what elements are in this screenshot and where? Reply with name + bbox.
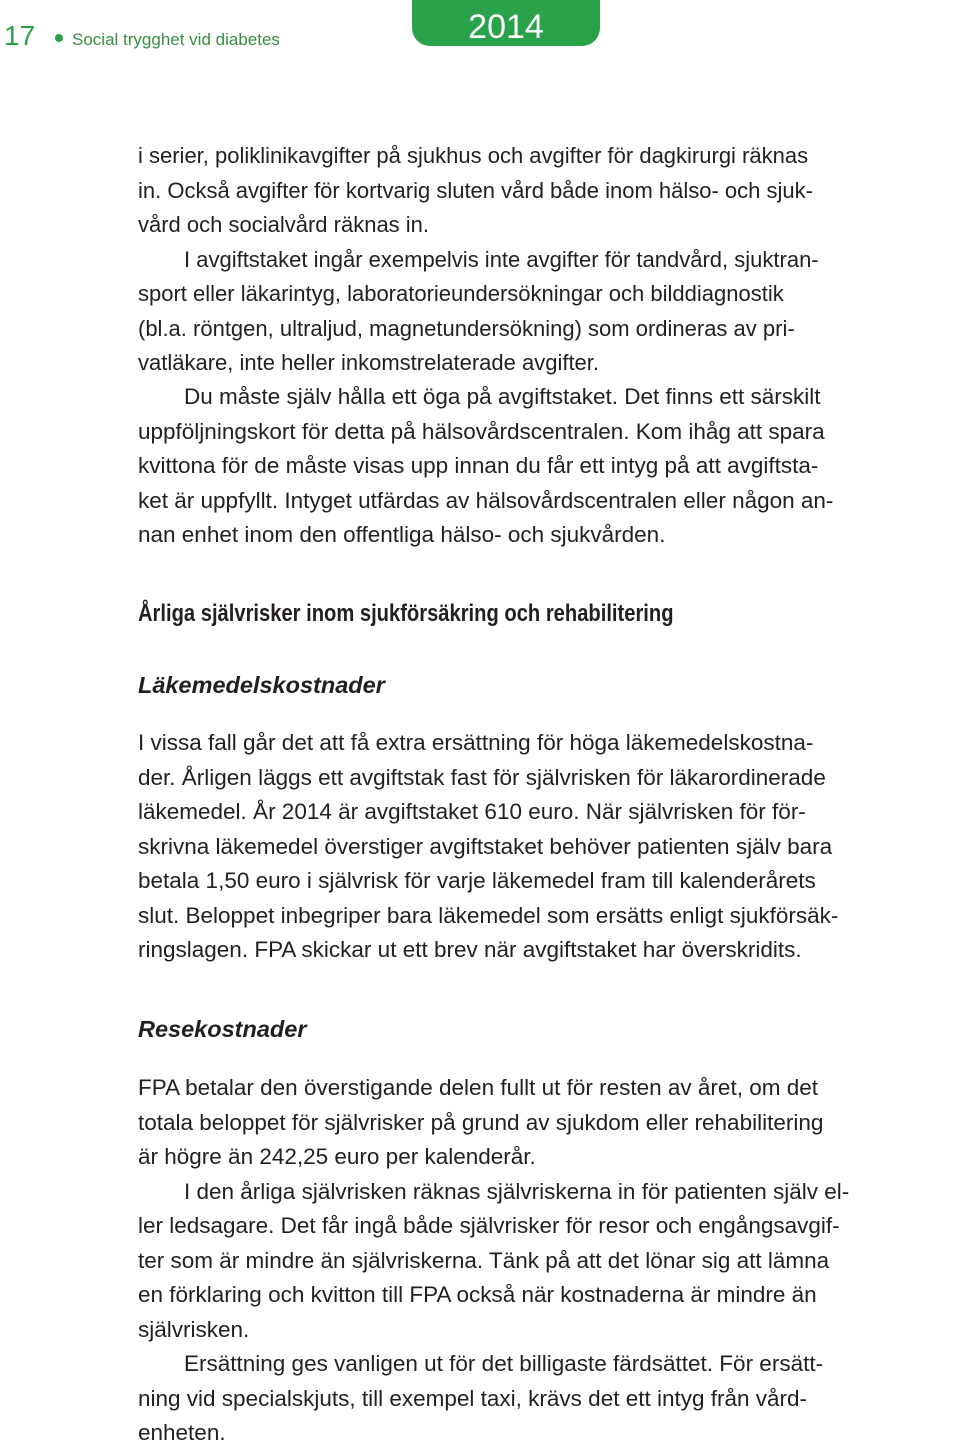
travel-costs-paragraph — [138, 1071, 958, 1451]
text-line: ler ledsagare. Det får ingå både självrisker för resor och engångsavgif- — [138, 1213, 840, 1238]
text-line: vatläkare, inte heller inkomstrelaterade avgifter. — [138, 350, 600, 375]
text-line: läkemedel. År 2014 är avgiftstaket 610 euro. När självrisken för för- — [138, 799, 806, 824]
text-line: in. Också avgifter för kortvarig sluten vård både inom hälso- och sjuk- — [138, 177, 813, 203]
fee-ceiling-paragraph — [138, 380, 958, 553]
year-tab — [412, 0, 600, 46]
text-line: I den årliga självrisken räknas självriskerna in för patienten själv el- — [184, 1178, 850, 1204]
text-line: självrisken. — [138, 1316, 250, 1342]
section-heading: Årliga självrisker inom sjukförsäkring och rehabilitering — [138, 600, 674, 627]
text-line: kvittona för de måste visas upp innan du får ett intyg på att avgiftsta- — [138, 453, 819, 478]
text-line: (bl.a. röntgen, ultraljud, magnetundersökning) som ordineras av pri- — [138, 315, 795, 341]
text-line: Du måste själv hålla ett öga på avgiftstaket. Det finns ett särskilt — [184, 384, 821, 409]
text-line: ning vid specialskjuts, till exempel taxi, krävs det ett intyg från vård- — [138, 1385, 808, 1411]
text-line: en förklaring och kvitton till FPA också när kostnaderna är mindre än — [138, 1282, 817, 1307]
text-line: skrivna läkemedel överstiger avgiftstaket behöver patienten själv bara — [138, 833, 833, 859]
medicine-costs-heading: Läkemedelskostnader — [138, 672, 385, 698]
running-title: Social trygghet vid diabetes — [72, 30, 280, 49]
text-line: vård och socialvård räknas in. — [138, 212, 430, 237]
travel-costs-heading: Resekostnader — [138, 1016, 307, 1042]
text-line: nan enhet inom den offentliga hälso- och sjukvården. — [138, 522, 666, 547]
text-line: sport eller läkarintyg, laboratorieundersökningar och bilddiagnostik — [138, 281, 784, 306]
page-number: 17 — [4, 20, 36, 51]
medicine-costs-paragraph — [138, 726, 958, 968]
text-line: betala 1,50 euro i självrisk för varje läkemedel fram till kalenderårets — [138, 868, 816, 893]
text-line: uppföljningskort för detta på hälsovårdscentralen. Kom ihåg att spara — [138, 418, 825, 444]
text-line: FPA betalar den överstigande delen fullt ut för resten av året, om det — [138, 1075, 818, 1100]
text-line: ringslagen. FPA skickar ut ett brev när avgiftstaket har överskridits. — [138, 937, 802, 962]
text-line: är högre än 242,25 euro per kalenderår. — [138, 1144, 536, 1169]
bullet-dot-icon — [55, 34, 63, 42]
text-line: I vissa fall går det att få extra ersättning för höga läkemedelskostna- — [138, 730, 814, 755]
text-line: enheten. — [138, 1420, 226, 1445]
text-line: der. Årligen läggs ett avgiftstak fast för självrisken för läkarordinerade — [138, 764, 826, 790]
text-line: Ersättning ges vanligen ut för det billigaste färdsättet. För ersätt- — [184, 1351, 824, 1376]
text-line: i serier, poliklinikavgifter på sjukhus och avgifter för dagkirurgi räknas — [138, 143, 809, 168]
text-line: slut. Beloppet inbegriper bara läkemedel som ersätts enligt sjukförsäk- — [138, 902, 839, 928]
text-line: I avgiftstaket ingår exempelvis inte avgifter för tandvård, sjuktran- — [184, 246, 819, 272]
text-line: ter som är mindre än självriskerna. Tänk på att det lönar sig att lämna — [138, 1247, 830, 1273]
text-line: totala beloppet för självrisker på grund av sjukdom eller rehabilitering — [138, 1109, 824, 1135]
year-label: 2014 — [468, 8, 544, 46]
intro-paragraphs — [138, 139, 958, 381]
text-line: ket är uppfyllt. Intyget utfärdas av hälsovårdscentralen eller någon an- — [138, 487, 834, 513]
